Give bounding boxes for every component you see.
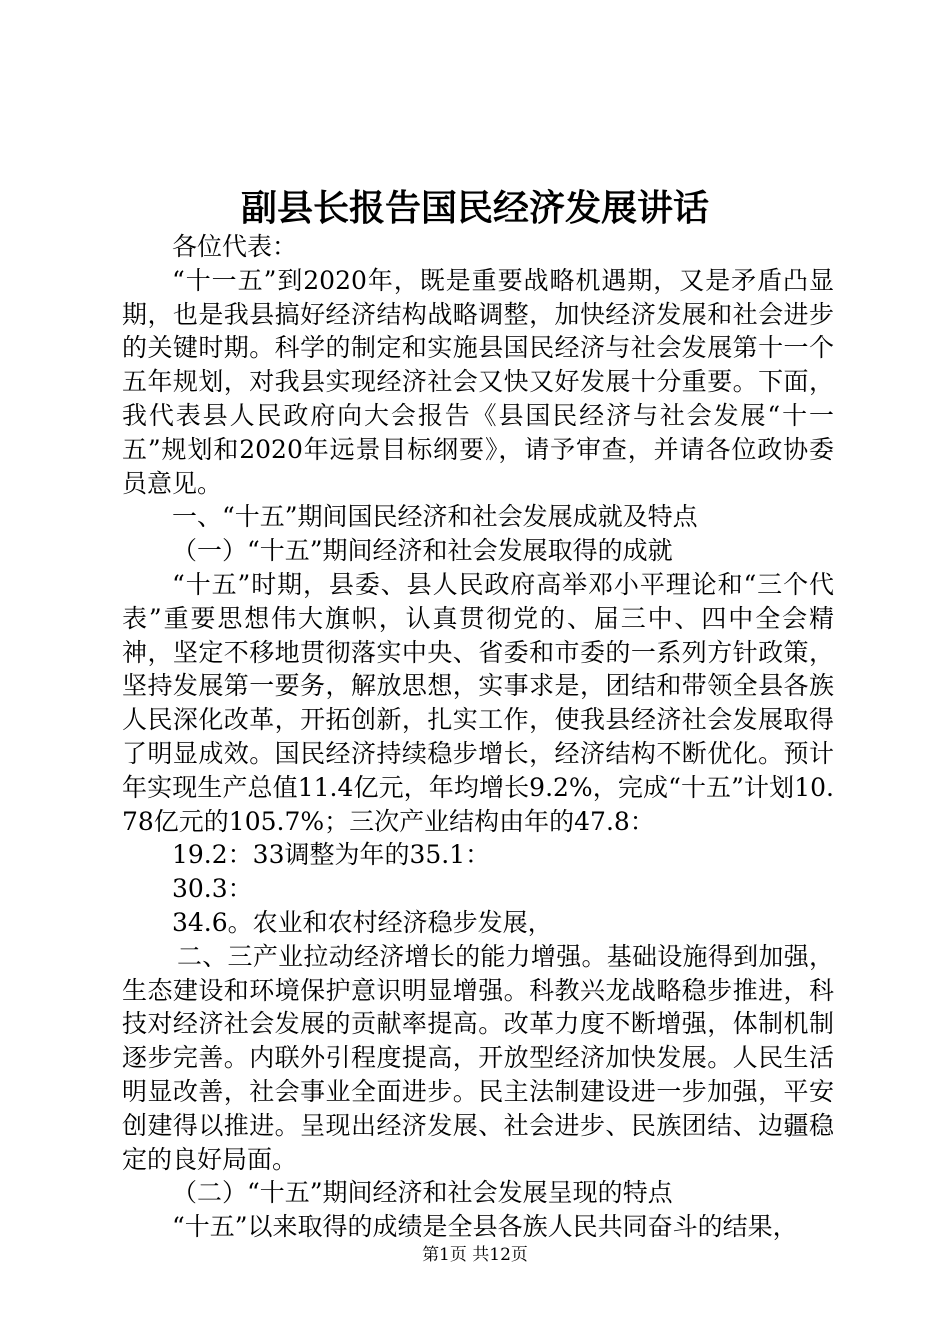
salutation: 各位代表：	[172, 232, 298, 261]
document-body	[122, 230, 834, 1244]
page-footer: 第1页 共12页	[422, 1245, 528, 1265]
paragraph-intro: “十一五”到2020年，既是重要战略机遇期，又是矛盾凸显期，也是我县搞好经济结构战略调整，加快经济发展和社会进步的关键时期。科学的制定和实施县国民经济与社会发展第十一个五年规划，对我县实现经济社会又快又好发展十分重要。下面，我代表县人民政府向大会报告《县国民经济与社会发展“十一五”规划和2020年远景目标纲要》，请予审查，并请各位政协委员意见。	[122, 265, 834, 498]
paragraph-development: 二、三产业拉动经济增长的能力增强。基础设施得到加强，生态建设和环境保护意识明显增强。科教兴龙战略稳步推进，科技对经济社会发展的贡献率提高。改革力度不断增强，体制机制逐步完善。内联外引程度提高，开放型经济加快发展。人民生活明显改善，社会事业全面进步。民主法制建设进一步加强，平安创建得以推进。呈现出经济发展、社会进步、民族团结、边疆稳定的良好局面。	[122, 941, 834, 1174]
paragraph-structure-line-2: 30.3：	[172, 874, 253, 904]
paragraph-structure-line-1: 19.2：33调整为年的35.1：	[172, 840, 491, 870]
paragraph-achievements: “十五”时期，县委、县人民政府高举邓小平理论和“三个代表”重要思想伟大旗帜，认真贯彻党的、届三中、四中全会精神，坚定不移地贯彻落实中央、省委和市委的一系列方针政策，坚持发展第一要务，解放思想，实事求是，团结和带领全县各族人民深化改革，开拓创新，扎实工作，使我县经济社会发展取得了明显成效。国民经济持续稳步增长，经济结构不断优化。预计年实现生产总值11.4亿元，年均增长9.2%，完成“十五”计划10.78亿元的105.7%；三次产业结构由年的47.8：	[122, 569, 834, 836]
subsection-heading-1: （一）“十五”期间经济和社会发展取得的成就	[172, 536, 673, 566]
paragraph-structure-line-3: 34.6。农业和农村经济稳步发展，	[172, 907, 553, 937]
section-heading-1: 一、“十五”期间国民经济和社会发展成就及特点	[172, 502, 698, 532]
paragraph-characteristics: “十五”以来取得的成绩是全县各族人民共同奋斗的结果，	[172, 1212, 798, 1242]
subsection-heading-2: （二）“十五”期间经济和社会发展呈现的特点	[172, 1178, 673, 1208]
document-title: 副县长报告国民经济发展讲话	[240, 187, 709, 229]
